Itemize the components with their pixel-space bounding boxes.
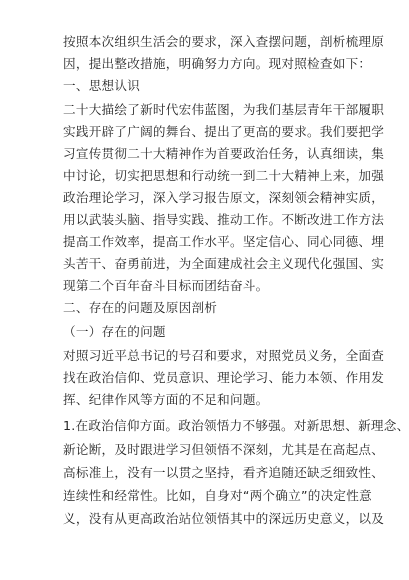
paragraph-line: 用以武装头脑、指导实践、推动工作。不断改进工作方法 (63, 212, 385, 227)
paragraph-line: 二十大描绘了新时代宏伟蓝图，为我们基层青年干部履职 (63, 102, 385, 117)
paragraph-line: 按照本次组织生活会的要求，深入查摆问题，剖析梳理原 (63, 34, 385, 49)
paragraph-line: 习宣传贯彻二十大精神作为首要政治任务，认真细读，集 (63, 146, 385, 161)
paragraph-line: 高标准上，没有一以贯之坚持，看齐追随还缺乏细致性、 (63, 465, 385, 480)
paragraph-line: 实践开辟了广阔的舞台、提出了更高的要求。我们要把学 (63, 124, 385, 139)
paragraph-line: 1.在政治信仰方面。政治领悟力不够强。对新思想、新理念、 (63, 418, 409, 433)
paragraph-line: 政治理论学习，深入学习报告原文，深刻领会精神实质， (63, 190, 385, 205)
paragraph-line: 中讨论，切实把思想和行动统一到二十大精神上来，加强 (63, 168, 385, 183)
paragraph-line: 连续性和经常性。比如，自身对“两个确立”的决定性意 (63, 488, 372, 503)
paragraph-line: 挥、纪律作风等方面的不足和问题。 (63, 392, 269, 407)
paragraph-line: 头苦干、奋勇前进，为全面建成社会主义现代化强国、实 (63, 256, 385, 271)
subsection-heading: （一）存在的问题 (63, 324, 166, 339)
paragraph-line: 新论断，及时跟进学习但领悟不深刻，尤其是在高起点、 (63, 442, 385, 457)
section-heading: 二、存在的问题及原因剖析 (63, 300, 218, 315)
paragraph-line: 因，提出整改措施，明确努力方向。现对照检查如下： (63, 56, 372, 71)
paragraph-line: 对照习近平总书记的号召和要求，对照党员义务，全面查 (63, 348, 385, 363)
paragraph-line: 提高工作效率，提高工作水平。坚定信心、同心同德、埋 (63, 234, 385, 249)
paragraph-line: 义，没有从更高政治站位领悟其中的深远历史意义，以及 (63, 511, 385, 526)
paragraph-line: 现第二个百年奋斗目标而团结奋斗。 (63, 278, 269, 293)
paragraph-line: 找在政治信仰、党员意识、理论学习、能力本领、作用发 (63, 370, 385, 385)
section-heading: 一、思想认识 (63, 78, 141, 93)
